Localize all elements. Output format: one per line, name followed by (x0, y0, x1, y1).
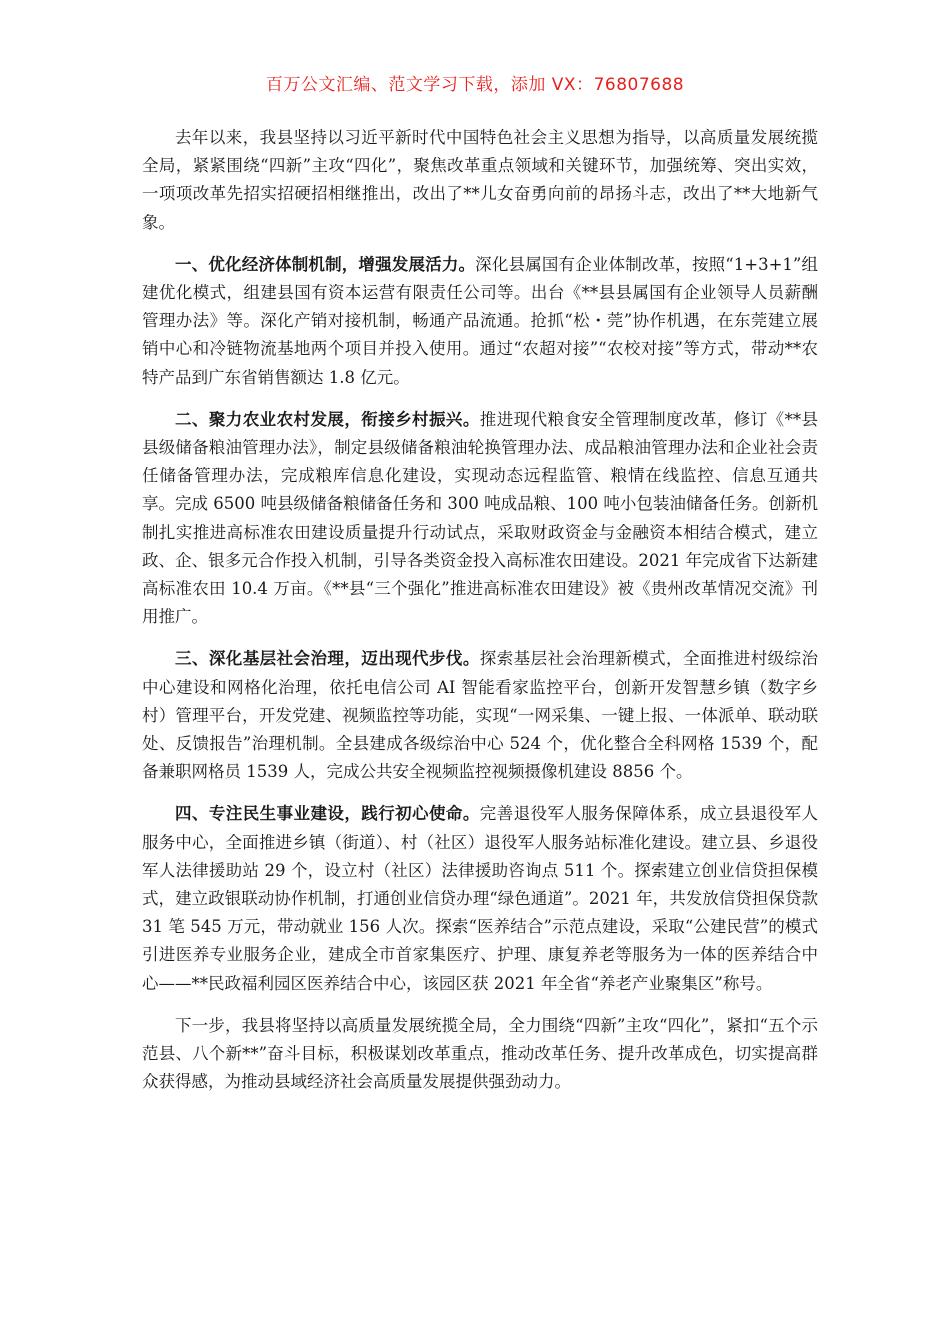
document-body (142, 124, 818, 1111)
section-text-3: 探索基层社会治理新模式，全面推进村级综治中心建设和网格化治理，依托电信公司 AI 智能看家监控平台，创新开发智慧乡镇（数字乡村）管理平台，开发党建、视频监控等功能，实现“一网采集、一键上报、一体派单、联动联处、反馈报告”治理机制。全县建成各级综治中心 524 个，优化整合全科网格 1539 个，配备兼职网格员 1539 人，完成公共安全视频监控视频摄像机建设 8856 个。 (142, 649, 819, 782)
section-paragraph-4 (142, 800, 818, 997)
section-heading-4: 四、专注民生事业建设，践行初心使命。 (175, 804, 480, 824)
section-paragraph-1 (142, 251, 818, 392)
section-paragraph-2 (142, 406, 818, 632)
section-heading-2: 二、聚力农业农村发展，衔接乡村振兴。 (175, 409, 480, 429)
intro-paragraph: 去年以来，我县坚持以习近平新时代中国特色社会主义思想为指导，以高质量发展统揽全局，紧紧围绕“四新”主攻“四化”，聚焦改革重点领域和关键环节，加强统筹、突出实效，一项项改革先招实招硬招相继推出，改出了**儿女奋勇向前的昂扬斗志，改出了**大地新气象。 (142, 128, 818, 232)
section-text-1: 深化县属国有企业体制改革，按照“1+3+1”组建优化模式，组建县国有资本运营有限责任公司等。出台《**县县属国有企业领导人员薪酬管理办法》等。深化产销对接机制，畅通产品流通。抢抓“松・莞”协作机遇，在东莞建立展销中心和冷链物流基地两个项目并投入使用。通过“农超对接”“农校对接”等方式，带动**农特产品到广东省销售额达 1.8 亿元。 (142, 254, 819, 387)
section-text-4: 完善退役军人服务保障体系，成立县退役军人服务中心，全面推进乡镇（街道）、村（社区）退役军人服务站标准化建设。建立县、乡退役军人法律援助站 29 个，设立村（社区）法律援助咨询点 511 个。探索建立创业信贷担保模式，建立政银联动协作机制，打通创业信贷办理“绿色通道”。2021 年，共发放信贷担保贷款 31 笔 545 万元，带动就业 156 人次。探索“医养结合”示范点建设，采取“公建民营”的模式引进医养专业服务企业，建成全市首家集医疗、护理、康复养老等服务为一体的医养结合中心——**民政福利园区医养结合中心，该园区获 2021 年全省“养老产业聚集区”称号。 (142, 804, 819, 993)
section-text-2: 推进现代粮食安全管理制度改革，修订《**县县级储备粮油管理办法》，制定县级储备粮油轮换管理办法、成品粮油管理办法和企业社会责任储备管理办法，完成粮库信息化建设，实现动态远程监管、粮情在线监控、信息互通共享。完成 6500 吨县级储备粮储备任务和 300 吨成品粮、100 吨小包装油储备任务。创新机制扎实推进高标准农田建设质量提升行动试点，采取财政资金与金融资本相结合模式，建立政、企、银多元合作投入机制，引导各类资金投入高标准农田建设。2021 年完成省下达新建高标准农田 10.4 万亩。《**县“三个强化”推进高标准农田建设》被《贵州改革情况交流》刊用推广。 (142, 409, 819, 627)
section-paragraph-3 (142, 645, 818, 786)
section-heading-1: 一、优化经济体制机制，增强发展活力。 (175, 254, 476, 274)
section-heading-3: 三、深化基层社会治理，迈出现代步伐。 (175, 649, 480, 669)
header-banner: 百万公文汇编、范文学习下载，添加 VX：76807688 (265, 75, 685, 95)
closing-paragraph: 下一步，我县将坚持以高质量发展统揽全局，全力围绕“四新”主攻“四化”，紧扣“五个示范县、八个新**”奋斗目标，积极谋划改革重点，推动改革任务、提升改革成色，切实提高群众获得感，为推动县域经济社会高质量发展提供强劲动力。 (142, 1015, 818, 1092)
